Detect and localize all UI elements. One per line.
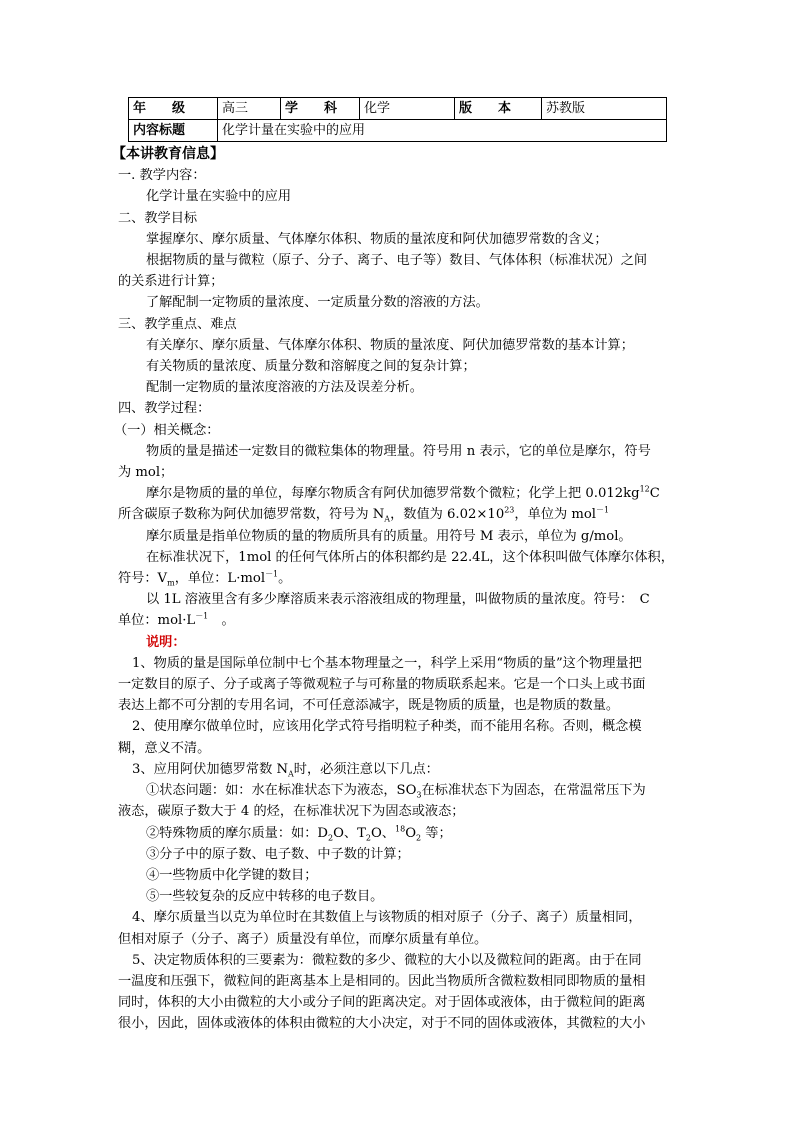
note-5-line-1: 5、决定物质体积的三要素为：微粒数的多少、微粒的大小以及微粒间的距离。由于在同 bbox=[132, 952, 642, 968]
note-3-item-2: ②特殊物质的摩尔质量：如：$D_2O$、$T_2O$、$^{18}O_2$ 等； bbox=[146, 824, 452, 843]
goal-2-line-1: 根据物质的量与微粒（原子、分子、离子、电子等）数目、气体体积（标准状况）之间 bbox=[146, 253, 648, 269]
concept-4-line-2: 符号：$V_m$，单位：L·mol$^{-1}$。 bbox=[118, 569, 292, 588]
document-body bbox=[112, 144, 680, 1035]
edition-label: 版 本 bbox=[455, 98, 542, 120]
note-title: 说明： bbox=[146, 634, 186, 650]
section-title: 【本讲教育信息】 bbox=[112, 146, 224, 162]
heading-teaching-goals: 二、教学目标 bbox=[118, 210, 198, 226]
teaching-content-text: 化学计量在实验中的应用 bbox=[146, 189, 292, 205]
concept-5-line-1: 以 1L 溶液里含有多少摩溶质来表示溶液组成的物理量，叫做物质的量浓度。符号： C bbox=[146, 592, 650, 608]
note-3-item-5: ⑤一些较复杂的反应中转移的电子数目。 bbox=[146, 889, 384, 905]
note-4-line-2: 但相对原子（分子、离子）质量没有单位，而摩尔质量有单位。 bbox=[118, 931, 488, 947]
note-1-line-3: 表达上都不可分割的专用名词，不可任意添减字，既是物质的质量，也是物质的数量。 bbox=[118, 698, 620, 714]
concept-4-line-1: 在标准状况下，1mol 的任何气体所占的体积都约是 22.4L，这个体积叫做气体摩尔体积， bbox=[146, 549, 674, 565]
heading-key-points: 三、教学重点、难点 bbox=[118, 316, 237, 332]
concept-5-line-2: 单位：$mol\cdot L^{-1}$ 。 bbox=[118, 612, 235, 629]
grade-value: 高三 bbox=[218, 98, 281, 120]
note-1-line-2: 一定数目的原子、分子或离子等微观粒子与可称量的物质联系起来。它是一个口头上或书面 bbox=[118, 677, 646, 693]
key-point-3: 配制一定物质的量浓度溶液的方法及误差分析。 bbox=[146, 380, 423, 396]
header-row-2 bbox=[129, 120, 667, 142]
goal-2-line-2: 的关系进行计算； bbox=[118, 274, 224, 290]
concept-2-line-2: 所含碳原子数称为阿伏加德罗常数，符号为 $N_A$，数值为 $6.02\times 10^{23}$，单位为 mol$^{-1}$ bbox=[118, 506, 610, 525]
header-table bbox=[128, 97, 667, 142]
heading-teaching-process: 四、教学过程： bbox=[118, 401, 211, 417]
note-5-line-2: 一温度和压强下，微粒间的距离基本上是相同的。因此当物质所含微粒数相同即物质的量相 bbox=[118, 973, 646, 989]
heading-related-concepts: （一）相关概念： bbox=[114, 422, 220, 438]
heading-teaching-content: 一. 教学内容： bbox=[118, 168, 206, 184]
concept-2-line-1: 摩尔是物质的量的单位，每摩尔物质含有阿伏加德罗常数个微粒；化学上把 $0.012kg^{12}C$ bbox=[146, 484, 660, 502]
note-1-line-1: 1、物质的量是国际单位制中七个基本物理量之一，科学上采用“物质的量”这个物理量把 bbox=[132, 655, 642, 671]
topic-value: 化学计量在实验中的应用 bbox=[218, 120, 667, 142]
note-3: 3、应用阿伏加德罗常数 $N_A$时，必须注意以下几点： bbox=[132, 761, 439, 779]
concept-3: 摩尔质量是指单位物质的量的物质所具有的质量。用符号 M 表示，单位为 g/mol。 bbox=[146, 528, 632, 544]
note-2-line-2: 糊，意义不清。 bbox=[118, 740, 211, 756]
note-2-line-1: 2、使用摩尔做单位时，应该用化学式符号指明粒子种类，而不能用名称。否则，概念模 bbox=[132, 719, 642, 735]
note-5-line-4: 很小，因此，固体或液体的体积由微粒的大小决定，对于不同的固体或液体，其微粒的大小 bbox=[118, 1016, 646, 1032]
concept-1-line-2: 为 mol； bbox=[118, 465, 174, 481]
note-3-item-1-line-2: 液态，碳原子数大于 4 的烃，在标准状况下为固态或液态； bbox=[118, 804, 465, 820]
header-row-1 bbox=[129, 98, 667, 120]
subject-value: 化学 bbox=[360, 98, 455, 120]
key-point-2: 有关物质的量浓度、质量分数和溶解度之间的复杂计算； bbox=[146, 359, 476, 375]
edition-value: 苏教版 bbox=[542, 98, 667, 120]
goal-1: 掌握摩尔、摩尔质量、气体摩尔体积、物质的量浓度和阿伏加德罗常数的含义； bbox=[146, 231, 608, 247]
subject-label: 学 科 bbox=[281, 98, 360, 120]
note-3-item-3: ③分子中的原子数、电子数、中子数的计算； bbox=[146, 846, 410, 862]
note-3-item-4: ④一些物质中化学键的数目； bbox=[146, 867, 318, 883]
note-4-line-1: 4、摩尔质量当以克为单位时在其数值上与该物质的相对原子（分子、离子）质量相同， bbox=[132, 910, 642, 926]
note-5-line-3: 同时，体积的大小由微粒的大小或分子间的距离决定。对于固体或液体，由于微粒间的距离 bbox=[118, 995, 646, 1011]
grade-label: 年 级 bbox=[129, 98, 218, 120]
concept-1-line-1: 物质的量是描述一定数目的微粒集体的物理量。符号用 n 表示，它的单位是摩尔，符号 bbox=[146, 443, 651, 459]
note-3-item-1-line-1: ①状态问题：如：水在标准状态下为液态，$SO_3$在标准状态下为固态，在常温常压下为 bbox=[146, 783, 646, 800]
goal-3: 了解配制一定物质的量浓度、一定质量分数的溶液的方法。 bbox=[146, 295, 489, 311]
topic-label: 内容标题 bbox=[129, 120, 218, 142]
key-point-1: 有关摩尔、摩尔质量、气体摩尔体积、物质的量浓度、阿伏加德罗常数的基本计算； bbox=[146, 337, 634, 353]
